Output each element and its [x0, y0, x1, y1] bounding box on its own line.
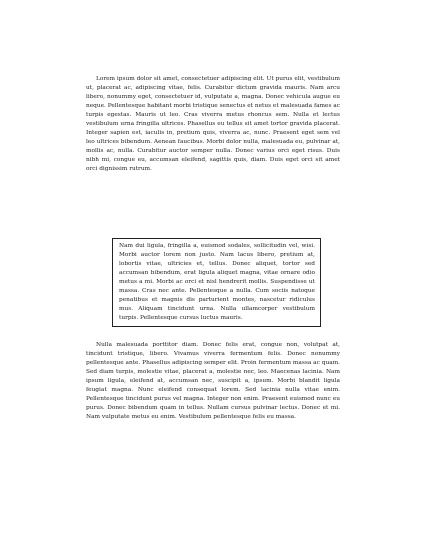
framed-box	[112, 238, 321, 327]
paragraph-3	[86, 341, 340, 422]
paragraph-3-text: Nulla malesuada porttitor diam. Donec felis erat, congue non, volutpat at, tincidunt tristique, libero. Vivamus viverra fermentum felis. Donec nonummy pellentesque ante. Phasellus adipiscing semper elit. Proin fermentum massa ac quam. Sed diam turpis, molestie vitae, placerat a, molestie nec, leo. Maecenas lacinia. Nam ipsum ligula, eleifend at, accumsan nec, suscipit a, ipsum. Morbi blandit ligula feugiat magna. Nunc eleifend consequat lorem. Sed lacinia nulla vitae enim. Pellentesque tincidunt purus vel magna. Integer non enim. Praesent euismod nunc eu purus. Donec bibendum quam in tellus. Nullam cursus pulvinar lectus. Donec et mi. Nam vulputate metus eu enim. Vestibulum pellentesque felis eu massa.	[86, 342, 340, 421]
framed-paragraph: Nam dui ligula, fringilla a, euismod sodales, sollicitudin vel, wisi. Morbi auctor lorem non justo. Nam lacus libero, pretium at, lobortis vitae, ultricies et, tellus. Donec aliquet, tortor sed accumsan bibendum, erat ligula aliquet magna, vitae ornare odio metus a mi. Morbi ac orci et nisl hendrerit mollis. Suspendisse ut massa. Cras nec ante. Pellentesque a nulla. Cum sociis natoque penatibus et magnis dis parturient montes, nascetur ridiculus mus. Aliquam tincidunt urna. Nulla ullamcorper vestibulum turpis. Pellentesque cursus luctus mauris.	[119, 243, 315, 322]
paragraph-1-text: Lorem ipsum dolor sit amet, consectetuer adipiscing elit. Ut purus elit, vestibulum ut, placerat ac, adipiscing vitae, felis. Curabitur dictum gravida mauris. Nam arcu libero, nonummy eget, consectetuer id, vulputate a, magna. Donec vehicula augue eu neque. Pellentesque habitant morbi tristique senectus et netus et malesuada fames ac turpis egestas. Mauris ut leo. Cras viverra metus rhoncus sem. Nulla et lectus vestibulum urna fringilla ultrices. Phasellus eu tellus sit amet tortor gravida placerat. Integer sapien est, iaculis in, pretium quis, viverra ac, nunc. Praesent eget sem vel leo ultrices bibendum. Aenean faucibus. Morbi dolor nulla, malesuada eu, pulvinar at, mollis ac, nulla. Curabitur auctor semper nulla. Donec varius orci eget risus. Duis nibh mi, congue eu, accumsan eleifend, sagittis quis, diam. Duis eget orci sit amet orci dignissim rutrum.	[86, 76, 340, 173]
paragraph-1	[86, 75, 340, 175]
